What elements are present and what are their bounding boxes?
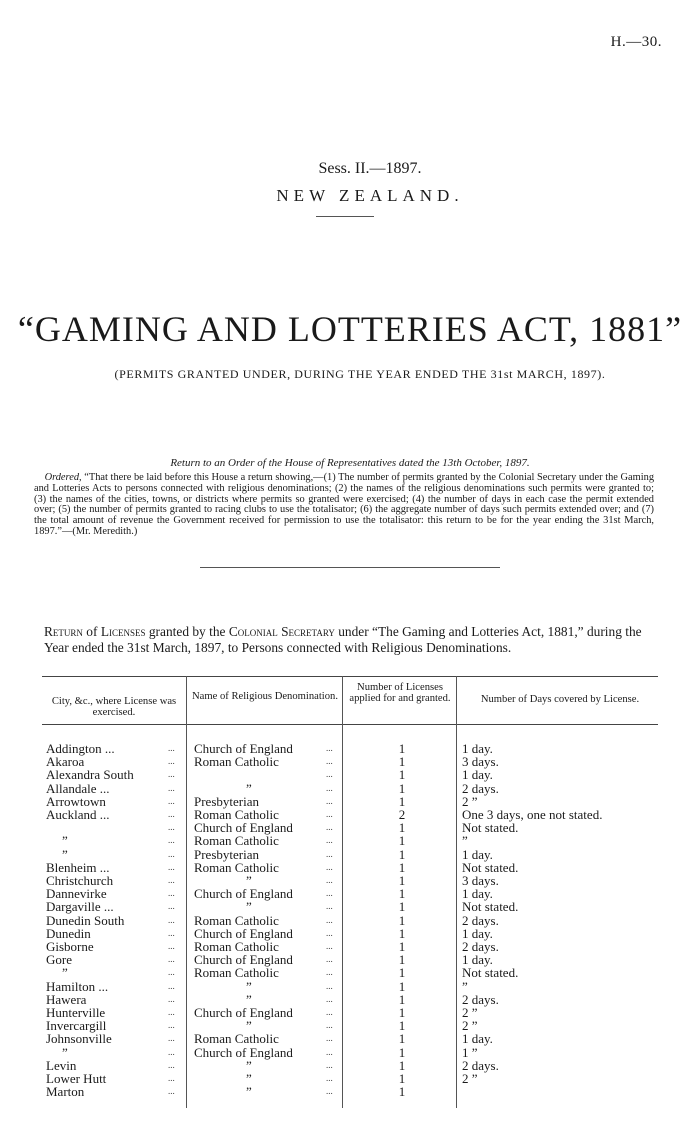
cell-city: Blenheim ... — [46, 859, 110, 875]
row-dots: ... — [168, 809, 175, 819]
row-dots: ... — [168, 782, 175, 793]
cell-city: ” — [62, 965, 68, 981]
row-dots: ... — [326, 756, 333, 767]
cell-city: Dunedin — [46, 925, 91, 941]
row-dots: ... — [326, 822, 333, 833]
cell-denomination: ” — [246, 1018, 252, 1034]
row-dots: ... — [326, 927, 333, 938]
return-heading — [44, 624, 656, 655]
cell-denomination: Roman Catholic — [194, 833, 279, 849]
cell-number: 1 — [398, 1044, 406, 1060]
heading-remainder: under “The Gaming and Lotteries Act, 1881,” during the Year ended the 31st March, 1897, to Persons connected with Religious Denominations. — [44, 624, 642, 655]
column-divider-2 — [342, 676, 343, 1108]
cell-days: 1 day. — [462, 1031, 493, 1047]
cell-city: Dunedin South — [46, 912, 125, 928]
cell-number: 1 — [398, 965, 406, 981]
cell-denomination: Roman Catholic — [194, 939, 279, 954]
cell-denomination: Church of England — [194, 886, 293, 902]
cell-denomination: ” — [246, 780, 252, 796]
row-dots: ... — [168, 861, 175, 872]
cell-number: 1 — [398, 873, 406, 888]
cell-city: Hawera — [46, 991, 87, 1007]
return-order-line: Return to an Order of the House of Representatives dated the 13th October, 1897. — [170, 457, 530, 469]
row-dots: ... — [168, 901, 175, 912]
cell-days: 2 days. — [462, 780, 499, 796]
cell-denomination: Church of England — [194, 741, 293, 756]
cell-days: 1 day. — [462, 952, 493, 968]
cell-denomination: ” — [246, 978, 252, 994]
row-dots: ... — [326, 941, 333, 951]
cell-days: 1 day. — [462, 925, 493, 941]
column-divider-3 — [456, 676, 457, 1108]
row-dots: ... — [326, 769, 333, 780]
cell-days: Not stated. — [462, 965, 519, 981]
cell-city: Hamilton ... — [46, 978, 109, 994]
cell-number: 1 — [398, 820, 406, 836]
column-header-city: City, &c., where License was exercised. — [51, 696, 177, 718]
cell-number: 1 — [398, 1031, 406, 1047]
cell-number: 1 — [398, 899, 406, 915]
row-dots: ... — [326, 1020, 333, 1031]
cell-days: ” — [462, 978, 468, 994]
cell-days: 1 ” — [462, 1044, 478, 1060]
row-dots: ... — [168, 822, 175, 833]
cell-number: 1 — [398, 939, 406, 954]
row-dots: ... — [168, 967, 175, 978]
row-dots: ... — [168, 993, 175, 1004]
heading-words-granted: granted by the — [148, 624, 226, 639]
cell-number: 1 — [398, 793, 406, 809]
cell-denomination: Church of England — [194, 820, 293, 836]
cell-city: Hunterville — [46, 1005, 106, 1020]
row-dots: ... — [168, 1086, 175, 1097]
cell-denomination: Church of England — [194, 925, 293, 941]
cell-days: 3 days. — [462, 873, 499, 888]
page-subtitle: (PERMITS GRANTED UNDER, DURING THE YEAR ENDED THE 31st MARCH, 1897). — [114, 367, 606, 381]
cell-city: Gore — [46, 952, 72, 968]
cell-days: Not stated. — [462, 899, 519, 915]
cell-number: 1 — [398, 978, 406, 994]
cell-city: ” — [62, 846, 68, 862]
cell-city: Dargaville ... — [46, 899, 114, 915]
row-dots: ... — [326, 782, 333, 793]
cell-number: 1 — [398, 859, 406, 875]
cell-denomination: Church of England — [194, 952, 293, 968]
cell-number: 1 — [398, 846, 406, 862]
row-dots: ... — [168, 743, 175, 753]
cell-days: 2 days. — [462, 912, 499, 928]
row-dots: ... — [326, 875, 333, 885]
column-header-number: Number of Licenses applied for and granted. — [349, 682, 451, 704]
cell-city: Dannevirke — [46, 886, 107, 902]
row-dots: ... — [326, 980, 333, 991]
row-dots: ... — [326, 1046, 333, 1057]
cell-number: 2 — [398, 807, 406, 822]
cell-denomination: ” — [246, 1071, 252, 1086]
cell-number: 1 — [398, 952, 406, 968]
cell-number: 1 — [398, 1057, 406, 1073]
cell-city: Gisborne — [46, 939, 94, 954]
order-text: “That there be laid before this House a return showing,—(1) The number of permits granted by the Colonial Secretary under the Gaming and Lotteries Acts to persons connected with religious denominations; (2) the names of the religious denominations such permits were granted to; (3) the names of the cities, towns, or districts where permits so granted were exercised; (4) the number of days in each case the permit extended over; (5) the number of permits granted to racing clubs to use the totalisator; (6) the aggregate number of days such permits extended over; and (7) the total amount of revenue the Government received for permission to use the totalisator: this return to be for the year ending the 31st March, 1897.”—(Mr. Meredith.) — [34, 472, 655, 537]
cell-city: Lower Hutt — [46, 1071, 107, 1086]
row-dots: ... — [168, 756, 175, 767]
cell-number: 1 — [398, 912, 406, 928]
row-dots: ... — [168, 875, 175, 885]
document-reference: H.—30. — [610, 34, 662, 50]
row-dots: ... — [168, 888, 175, 899]
row-dots: ... — [326, 888, 333, 899]
cell-number: 1 — [398, 833, 406, 849]
order-paragraph — [34, 473, 654, 538]
cell-city: Alexandra South — [46, 767, 134, 783]
table-top-rule — [42, 676, 658, 677]
cell-denomination: Church of England — [194, 1005, 293, 1020]
cell-days: 3 days. — [462, 754, 499, 770]
row-dots: ... — [326, 1086, 333, 1097]
cell-number: 1 — [398, 780, 406, 796]
row-dots: ... — [326, 1059, 333, 1070]
cell-days: 2 ” — [462, 1005, 478, 1020]
cell-denomination: Roman Catholic — [194, 912, 279, 928]
cell-city: Allandale ... — [46, 780, 110, 796]
row-dots: ... — [326, 993, 333, 1004]
row-dots: ... — [168, 980, 175, 991]
column-header-denomination: Name of Religious Denomination. — [192, 691, 338, 702]
row-dots: ... — [168, 769, 175, 780]
row-dots: ... — [168, 954, 175, 965]
column-divider-1 — [186, 676, 187, 1108]
cell-city: Johnsonville — [46, 1031, 112, 1047]
cell-days: 2 days. — [462, 1057, 499, 1073]
cell-city: ” — [62, 1044, 68, 1060]
cell-denomination: Roman Catholic — [194, 807, 279, 822]
cell-days: 1 day. — [462, 886, 493, 902]
cell-number: 1 — [398, 754, 406, 770]
page-title: “GAMING AND LOTTERIES ACT, 1881” — [17, 309, 683, 349]
row-dots: ... — [168, 941, 175, 951]
row-dots: ... — [168, 835, 175, 846]
cell-denomination: ” — [246, 991, 252, 1007]
row-dots: ... — [168, 1007, 175, 1017]
row-dots: ... — [326, 1007, 333, 1017]
cell-city: Invercargill — [46, 1018, 107, 1034]
cell-city: Addington ... — [46, 741, 115, 756]
cell-number: 1 — [398, 1018, 406, 1034]
session-line: Sess. II.—1897. — [318, 160, 422, 177]
row-dots: ... — [168, 1059, 175, 1070]
short-divider — [316, 216, 374, 217]
cell-days: Not stated. — [462, 820, 519, 836]
cell-number: 1 — [398, 886, 406, 902]
cell-days: Not stated. — [462, 859, 519, 875]
cell-denomination: Church of England — [194, 1044, 293, 1060]
cell-days: 1 day. — [462, 846, 493, 862]
cell-days: 2 days. — [462, 939, 499, 954]
country-name: NEW ZEALAND. — [276, 186, 464, 205]
cell-number: 1 — [398, 741, 406, 756]
row-dots: ... — [168, 1073, 175, 1083]
cell-days: ” — [462, 833, 468, 849]
row-dots: ... — [326, 1073, 333, 1083]
cell-days: 2 ” — [462, 793, 478, 809]
cell-number: 1 — [398, 1071, 406, 1086]
cell-days: 2 ” — [462, 1071, 478, 1086]
row-dots: ... — [168, 848, 175, 859]
cell-city: Christchurch — [46, 873, 114, 888]
row-dots: ... — [326, 795, 333, 806]
cell-city: ” — [62, 833, 68, 849]
row-dots: ... — [326, 914, 333, 925]
row-dots: ... — [326, 954, 333, 965]
heading-word-licenses: Licenses — [100, 624, 146, 639]
row-dots: ... — [168, 927, 175, 938]
cell-number: 1 — [398, 767, 406, 783]
heading-word-of: of — [86, 624, 98, 639]
row-dots: ... — [326, 967, 333, 978]
cell-denomination: Roman Catholic — [194, 965, 279, 981]
table-header-rule — [42, 724, 658, 725]
cell-denomination: Roman Catholic — [194, 1031, 279, 1047]
cell-days: 1 day. — [462, 767, 493, 783]
cell-days: One 3 days, one not stated. — [462, 807, 603, 822]
cell-denomination: ” — [246, 1057, 252, 1073]
cell-days: 2 days. — [462, 991, 499, 1007]
cell-denomination: ” — [246, 1084, 252, 1100]
cell-number: 1 — [398, 1005, 406, 1020]
cell-city: Auckland ... — [46, 807, 110, 822]
row-dots: ... — [326, 743, 333, 753]
cell-number: 1 — [398, 925, 406, 941]
cell-denomination: ” — [246, 873, 252, 888]
row-dots: ... — [168, 1020, 175, 1031]
column-header-days: Number of Days covered by License. — [480, 694, 640, 705]
row-dots: ... — [326, 861, 333, 872]
cell-days: 1 day. — [462, 741, 493, 756]
cell-denomination: Roman Catholic — [194, 754, 279, 770]
row-dots: ... — [168, 1033, 175, 1044]
row-dots: ... — [326, 848, 333, 859]
cell-denomination: Roman Catholic — [194, 859, 279, 875]
row-dots: ... — [326, 809, 333, 819]
cell-number: 1 — [398, 991, 406, 1007]
row-dots: ... — [326, 901, 333, 912]
cell-city: Arrowtown — [46, 793, 106, 809]
ordered-label: Ordered, — [44, 472, 82, 483]
cell-denomination: ” — [246, 899, 252, 915]
heading-word-return: Return — [44, 624, 83, 639]
cell-city: Akaroa — [46, 754, 85, 770]
row-dots: ... — [326, 835, 333, 846]
cell-denomination: Presbyterian — [194, 846, 259, 862]
cell-days: 2 ” — [462, 1018, 478, 1034]
row-dots: ... — [168, 795, 175, 806]
cell-city: Levin — [46, 1057, 77, 1073]
row-dots: ... — [168, 914, 175, 925]
section-divider — [200, 567, 500, 568]
row-dots: ... — [168, 1046, 175, 1057]
row-dots: ... — [326, 1033, 333, 1044]
cell-number: 1 — [398, 1084, 406, 1100]
cell-denomination: Presbyterian — [194, 793, 259, 809]
heading-words-colonial-secretary: Colonial Secretary — [228, 624, 335, 639]
cell-city: Marton — [46, 1084, 85, 1100]
